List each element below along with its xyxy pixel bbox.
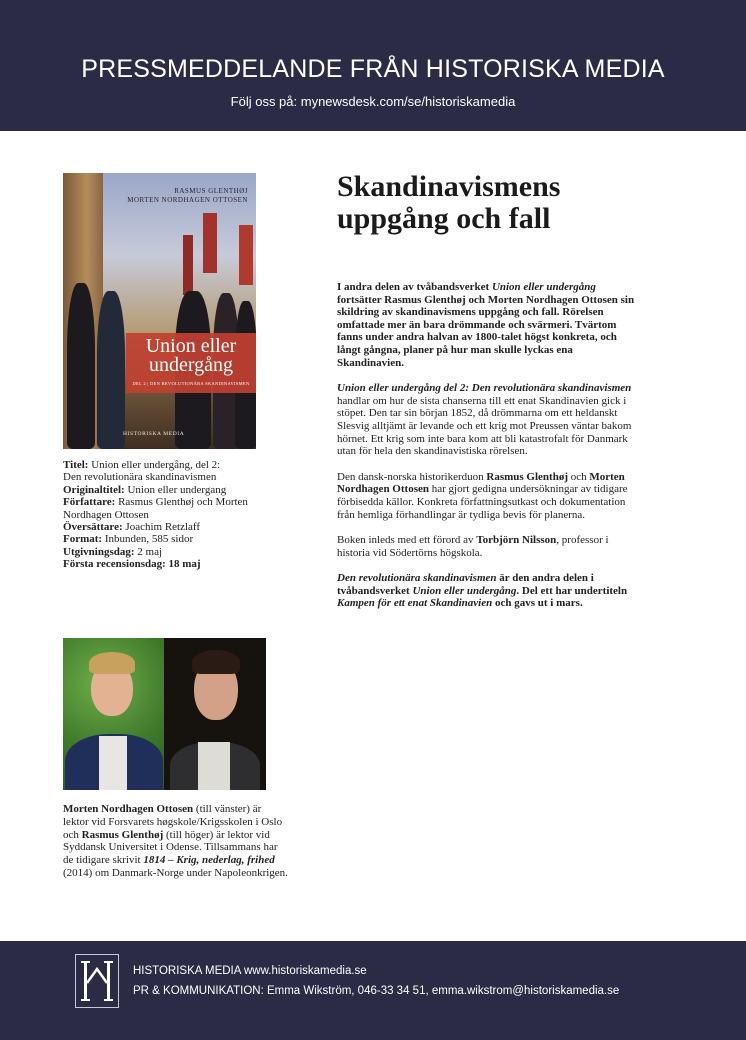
logo-glyph	[76, 955, 118, 1007]
author-photo-ottosen	[63, 638, 164, 790]
header-title: PRESSMEDDELANDE FRÅN HISTORISKA MEDIA	[81, 55, 665, 83]
cover-publisher: HISTORISKA MEDIA	[123, 431, 185, 437]
caption-name: Rasmus Glenthøj	[81, 828, 164, 841]
photo-caption	[63, 803, 288, 880]
page-header	[0, 0, 746, 131]
info-label: Originaltitel:	[63, 483, 125, 496]
info-value: Rasmus Glenthøj och Morten	[118, 496, 248, 509]
article-headline: Skandinavismens uppgång och fall	[337, 170, 561, 235]
article-lead: I andra delen av tvåbandsverket Union eller undergång fortsätter Rasmus Glenthøj och Morten Nordhagen Ottosen sin skildring av skandinavismens uppgång och fall. Rörelsen omfattade mer än bara drömmande och svärmeri. Tvärtom fanns under andra halvan av 1800-talet högst konkreta, och långt gångna, planer på hur man skulle lyckas ena Skandinavien.	[337, 281, 635, 369]
book-info	[63, 459, 273, 571]
footer-company-line	[133, 965, 367, 977]
info-value: Union eller undergang	[127, 483, 227, 496]
cover-title-line-2: undergång	[148, 354, 234, 376]
footer-contact[interactable]: PR & KOMMUNIKATION: Emma Wikström, 046-33 34 51, emma.wikstrom@historiskamedia.se	[133, 985, 620, 997]
cover-author-1: RASMUS GLENTHØJ	[174, 187, 248, 195]
info-label: Första recensionsdag:	[63, 558, 166, 571]
author-photo-glenthoj	[164, 638, 266, 790]
cover-author-2: MORTEN NORDHAGEN OTTOSEN	[127, 196, 248, 204]
caption-book-title: 1814 – Krig, nederlag, frihed	[143, 854, 275, 867]
header-follow-link[interactable]: Följ oss på: mynewsdesk.com/se/historiskamedia	[230, 94, 516, 109]
cover-flag	[203, 213, 217, 273]
cover-title-line-1: Union eller	[145, 335, 237, 357]
info-label: Utgivningsdag:	[63, 545, 135, 558]
photo-shirt	[198, 742, 230, 790]
cover-flag	[239, 225, 253, 285]
article-paragraph: Union eller undergång del 2: Den revolutionära skandinavismen handlar om hur de sista chanserna till ett enat Skandinavien gick i stöpet. Den tar sin början 1852, då drömmarna om ett heldanskt Slesvig alltjämt är levande och ett krig mot Preussen väntar bakom hörnet. Ett krig som inte bara kom att bli katastrofalt för Danmark utan för hela den skandinavistiska rörelsen.	[337, 382, 632, 458]
info-label: Översättare:	[63, 521, 123, 534]
photo-shirt	[99, 736, 127, 790]
article-body	[337, 281, 637, 623]
cover-flag	[183, 235, 193, 295]
info-value: 18 maj	[168, 558, 201, 571]
cover-figure	[97, 291, 125, 449]
info-value: Union eller undergång, del 2:	[91, 459, 221, 471]
caption-name: Morten Nordhagen Ottosen	[63, 803, 194, 815]
historiska-media-logo-icon	[75, 954, 119, 1008]
info-value: Den revolutionära skandinavismen	[63, 471, 217, 484]
footer-company: HISTORISKA MEDIA	[133, 965, 241, 977]
info-value: Inbunden, 585 sidor	[104, 533, 194, 546]
caption-text: (till vänster) är lektor vid Forsvarets høgskole/Krigsskolen i Oslo och	[63, 803, 283, 841]
info-label: Författare:	[63, 496, 116, 509]
cover-subtitle: DEL 2 | DEN REVOLUTIONÄRA SKANDINAVISMEN	[132, 381, 250, 386]
info-value: Joachim Retzlaff	[125, 521, 201, 534]
footer-website-link[interactable]: www.historiskamedia.se	[240, 965, 367, 977]
info-value: 2 maj	[137, 545, 163, 558]
cover-title-box	[126, 333, 256, 393]
info-value: Nordhagen Ottosen	[63, 508, 149, 521]
article-paragraph: Boken inleds med ett förord av Torbjörn Nilsson, professor i historia vid Södertörns högskola.	[337, 534, 609, 559]
photo-hair	[192, 650, 240, 674]
article-closing: Den revolutionära skandinavismen är den andra delen i tvåbandsverket Union eller undergång. Del ett har undertiteln Kampen för ett enat Skandinavien och gavs ut i mars.	[337, 572, 628, 610]
cover-figure	[67, 283, 95, 449]
article-paragraph: Den dansk-norska historikerduon Rasmus Glenthøj och Morten Nordhagen Ottosen har gjort gedigna undersökningar av tidigare förbisedda källor. Konkreta författningsutkast och dokumentation från hemliga förhandlingar är tydliga bevis för planerna.	[337, 470, 628, 521]
caption-text: (2014) om Danmark-Norge under Napoleonkrigen.	[63, 866, 288, 879]
info-label: Titel:	[63, 459, 89, 471]
photo-hair	[89, 652, 135, 674]
book-cover-image	[63, 173, 256, 449]
info-label: Format:	[63, 533, 103, 546]
caption-text: (till höger) är lektor vid Syddansk Universitet i Odense. Tillsammans har de tidigare skrivit	[63, 828, 278, 867]
